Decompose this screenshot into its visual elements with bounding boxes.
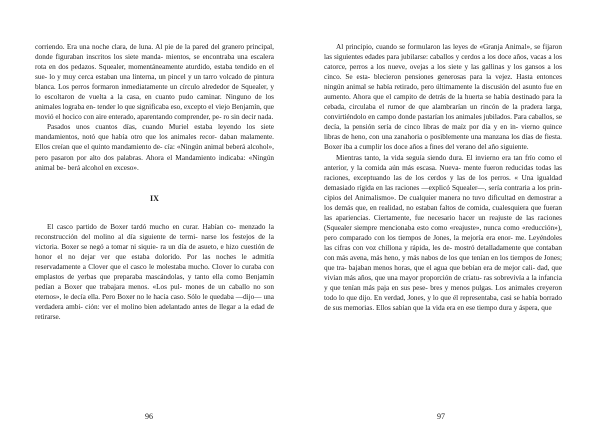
right-paragraph-1: Al principio, cuando se formularon las leyes de «Granja Animal», se fijaron las siguientes edades para jubilarse: caballos y cerdos a los doce años, vacas a los catorce, perros a los nueve, ovejas a los siete y las gallinas y los gansos a los cinco. Se esta- blecieron pensiones generosas para la vejez. Hasta entonces ningún animal se había retirado, pero últimamente la discusión del asunto fue en aumento. Ahora que el campito de detrás de la huerta se había destinado para la cebada, circulaba el rumor de que alambrarían un rincón de la pradera larga, convirtiéndolo en campo donde pastarían los animales jubilados. Para caballos, se decía, la pensión sería de cinco libras de maíz por día y en in- vierno quince libras de heno, con una zanahoria o posiblemente una manzana los días de fiesta. Boxer iba a cumplir los doce años a fines del verano del año siguiente. [324, 43, 562, 152]
page-number-left: 96 [145, 412, 153, 421]
right-paragraph-2: Mientras tanto, la vida seguía siendo dura. El invierno era tan frío como el anterior, y la comida aún más escasa. Nueva- mente fueron reducidas todas las raciones, exceptuando las de los cerdos y las de los perros. « Una igualdad demasiado rígida en las raciones —explicó Squealer—, sería contraria a los prin- cipios del Animalismo». De cualquier manera no tuvo dificultad en demostrar a los demás que, en realidad, no estaban faltos de comida, cualesquiera que fueran las apariencias. Ciertamente, fue necesario hacer un reajuste de las raciones (Squealer siempre mencionaba esto como «reajuste», nunca como «reducción»), pero comparado con los tiempos de Jones, la mejoría era enor- me. Leyéndoles las cifras con voz chillona y rápida, les de- mostró detalladamente que contaban con más avena, más heno, y más nabos de los que tenían en los tiempos de Jones; que tra- bajaban menos horas, que el agua que bebían era de mejor cali- dad, que vivían más años, que una mayor proporción de criatu- ras sobrevivía a la infancia y que tenían más paja en sus pese- bres y menos pulgas. Los animales creyeron todo lo que dijo. En verdad, Jones, y lo que él representaba, casi se había borrado de sus memorias. Ellos sabían que la vida era en ese tiempo dura y áspera, que [324, 153, 562, 313]
chapter-heading: IX [150, 193, 159, 203]
left-paragraph-2: Pasados unos cuantos días, cuando Muriel estaba leyendo los siete mandamientos, notó que había otro que los animales recor- daban malamente. Ellos creían que el quinto mandamiento de- cía: «Ningún animal beberá alcohol», pero pasaron por alto dos palabras. Ahora el Mandamiento indicaba: «Ningún animal be- berá alcohol en exceso». [35, 123, 274, 172]
page-number-right: 97 [437, 412, 445, 421]
right-page [300, 0, 600, 439]
left-paragraph-1: corriendo. Era una noche clara, de luna. Al pie de la pared del granero principal, donde figuraban inscritos los siete manda- mientos, se encontraba una escalera rota en dos pedazos. Squealer, momentáneamente aturdido, estaba tendido en el sue- lo y muy cerca estaban una linterna, un pincel y un tarro volcado de pintura blanca. Los perros formaron inmediatamente un círculo alrededor de Squealer, y lo escoltaron de vuelta a la casa, en cuanto pudo caminar. Ninguno de los animales lograba en- tender lo que significaba eso, excepto el viejo Benjamín, que movió el hocico con aire enterado, aparentando comprender, pe- ro sin decir nada. [35, 43, 274, 122]
chapter-paragraph-1: El casco partido de Boxer tardó mucho en curar. Habían co- menzado la reconstrucción del molino al día siguiente de termi- narse los festejos de la victoria. Boxer se negó a tomar ni siquie- ra un día de asueto, e hizo cuestión de honor el no dejar ver que estaba dolorido. Por las noches le admitía reservadamente a Clover que el casco le molestaba mucho. Clover lo curaba con emplastos de yerbas que preparaba mascándolas, y tanto ella como Benjamín pedían a Boxer que trabajara menos. «Los pul- mones de un caballo no son eternos», le decía ella. Pero Boxer no le hacía caso. Sólo le quedaba —dijo— una verdadera ambi- ción: ver el molino bien adelantado antes de llegar a la edad de retirarse. [35, 222, 274, 322]
